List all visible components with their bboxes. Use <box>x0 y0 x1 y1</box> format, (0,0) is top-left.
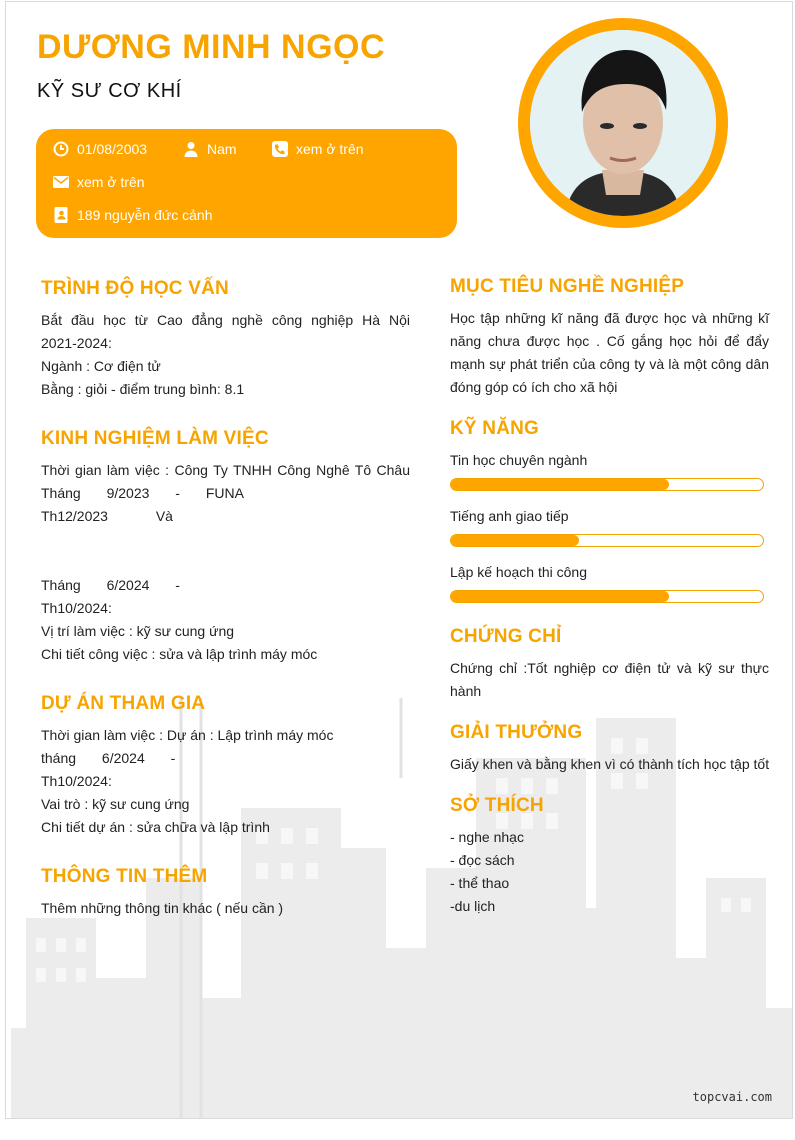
hobbies-title: SỞ THÍCH <box>450 795 544 816</box>
phone-icon <box>272 141 288 157</box>
experience-line-4: Tháng 6/2024 - <box>41 577 180 593</box>
experience-line-5: Th10/2024: <box>41 600 112 616</box>
education-line-4: Bằng : giỏi - điểm trung bình: 8.1 <box>41 381 245 397</box>
address-book-icon <box>53 207 69 223</box>
projects-line-3: Th10/2024: <box>41 773 112 789</box>
projects-title: DỰ ÁN THAM GIA <box>41 693 206 714</box>
contact-box <box>36 129 457 238</box>
skill-label-3: Lập kế hoạch thi công <box>450 564 587 580</box>
education-line-2: 2021-2024: <box>41 335 112 351</box>
email-text: xem ở trên <box>77 174 145 190</box>
education-line-1: Bắt đầu học từ Cao đẳng nghề công nghiệp Hà Nội <box>41 312 410 328</box>
experience-line-1: Thời gian làm việc : Công Ty TNHH Công Nghê Tô Châu <box>41 462 410 478</box>
address-text: 189 nguyễn đức cảnh <box>77 207 213 223</box>
hobby-item: - đọc sách <box>450 852 515 868</box>
cv-page <box>5 1 793 1119</box>
clock-icon <box>53 141 69 157</box>
contact-gender <box>183 141 237 157</box>
profile-photo-frame <box>518 18 728 228</box>
gender-text: Nam <box>207 141 237 157</box>
projects-line-2: tháng 6/2024 - <box>41 750 176 766</box>
projects-line-4: Vai trò : kỹ sư cung ứng <box>41 796 190 812</box>
experience-title: KINH NGHIỆM LÀM VIỆC <box>41 428 269 449</box>
experience-line-7: Chi tiết công việc : sửa và lập trình máy móc <box>41 646 318 662</box>
awards-text: Giấy khen và bằng khen vì có thành tích học tập tốt <box>450 756 770 772</box>
contact-email <box>53 174 145 190</box>
education-line-3: Ngành : Cơ điện tử <box>41 358 161 374</box>
hobby-item: - thể thao <box>450 875 510 891</box>
candidate-role: KỸ SƯ CƠ KHÍ <box>37 80 182 102</box>
skill-fill-2 <box>451 535 579 546</box>
experience-line-3: Th12/2023 Và <box>41 508 173 524</box>
skills-title: KỸ NĂNG <box>450 418 540 439</box>
profile-photo <box>530 30 716 216</box>
hobby-item: -du lịch <box>450 898 496 914</box>
contact-birthday <box>53 141 147 157</box>
skill-label-1: Tin học chuyên ngành <box>450 452 588 468</box>
experience-line-2: Tháng 9/2023 - FUNA <box>41 485 244 501</box>
watermark: topcvai.com <box>692 1090 772 1104</box>
certificates-text: Chứng chỉ :Tốt nghiệp cơ điện tử và kỹ sư thực hành <box>450 660 769 699</box>
skill-bar-3 <box>450 590 764 603</box>
skill-fill-3 <box>451 591 669 602</box>
skill-bar-1 <box>450 478 764 491</box>
skill-fill-1 <box>451 479 669 490</box>
objective-title: MỤC TIÊU NGHỀ NGHIỆP <box>450 276 685 297</box>
contact-phone <box>272 141 364 157</box>
candidate-name: DƯƠNG MINH NGỌC <box>37 28 386 66</box>
skill-bar-2 <box>450 534 764 547</box>
phone-text: xem ở trên <box>296 141 364 157</box>
portrait-illustration <box>530 30 716 216</box>
extra-info-text: Thêm những thông tin khác ( nếu cần ) <box>41 900 284 916</box>
skill-label-2: Tiếng anh giao tiếp <box>450 508 569 524</box>
contact-address <box>53 207 212 223</box>
objective-text: Học tập những kĩ năng đã được học và những kĩ năng chưa được học . Cố gắng học hỏi để đẩy mạnh sự phát triển của công ty và là một công dân đóng góp có ích cho xã hội <box>450 310 769 395</box>
extra-info-title: THÔNG TIN THÊM <box>41 866 208 887</box>
projects-line-1: Thời gian làm việc : Dự án : Lập trình máy móc <box>41 727 334 743</box>
awards-title: GIẢI THƯỞNG <box>450 722 583 743</box>
user-icon <box>183 141 199 157</box>
projects-line-5: Chi tiết dự án : sửa chữa và lập trình <box>41 819 270 835</box>
envelope-icon <box>53 174 69 190</box>
education-title: TRÌNH ĐỘ HỌC VẤN <box>41 278 229 299</box>
certificates-title: CHỨNG CHỈ <box>450 626 562 647</box>
birthday-text: 01/08/2003 <box>77 141 148 157</box>
experience-line-6: Vị trí làm việc : kỹ sư cung ứng <box>41 623 235 639</box>
hobby-item: - nghe nhạc <box>450 829 524 845</box>
